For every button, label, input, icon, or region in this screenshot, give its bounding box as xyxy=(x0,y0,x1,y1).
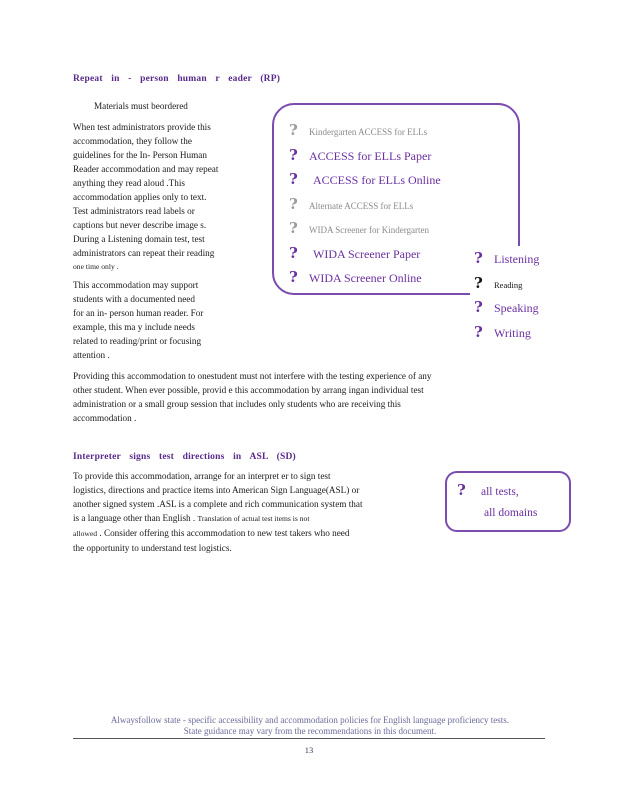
domain-item-speaking: ? Speaking xyxy=(470,295,580,320)
question-mark-bullet-icon: ? xyxy=(289,268,298,286)
question-mark-bullet-icon: ? xyxy=(289,121,298,139)
footer-line: Alwaysfollow state - specific accessibility and accommodation policies for English language proficiency tests. xyxy=(110,715,510,725)
all-domains-item: all domains xyxy=(484,507,538,519)
question-mark-bullet-icon: ? xyxy=(289,219,298,237)
paragraph-interpreter-description xyxy=(73,469,443,555)
text-line: captions but never describe image s. xyxy=(73,220,207,230)
text-line: logistics, directions and practice items into American Sign Language(ASL) or xyxy=(73,485,360,495)
text-line: Test administrators read labels or xyxy=(73,206,195,216)
question-mark-bullet-icon: ? xyxy=(474,249,483,267)
section-heading-interpreter-asl: Interpreter signs test directions in ASL (SD) xyxy=(73,452,296,462)
test-item-access-paper: ? ACCESS for ELLs Paper xyxy=(289,143,441,168)
question-mark-bullet-icon: ? xyxy=(474,322,483,341)
question-mark-bullet-icon: ? xyxy=(289,243,298,262)
paragraph-reader-description xyxy=(73,120,273,274)
domain-item-reading: ? Reading xyxy=(470,271,580,296)
test-item-screener-kindergarten: ? WIDA Screener for Kindergarten xyxy=(289,216,441,241)
question-mark-bullet-icon: ? xyxy=(474,298,483,316)
footer-line: State guidance may vary from the recommendations in this document. xyxy=(183,726,437,736)
question-mark-bullet-icon: ? xyxy=(457,481,466,499)
footer-disclaimer xyxy=(60,715,560,737)
question-mark-bullet-icon: ? xyxy=(289,170,298,188)
test-item-access-online: ? ACCESS for ELLs Online xyxy=(289,167,441,192)
test-item-alternate-access: ? Alternate ACCESS for ELLs xyxy=(289,192,441,217)
text-line: guidelines for the In- Person Human xyxy=(73,150,207,160)
paragraph-reader-support xyxy=(73,278,273,362)
text-line: accommodation, they follow the xyxy=(73,136,192,146)
text-line: allowed . Consider offering this accommodation to new test takers who need xyxy=(73,528,350,538)
text-line: example, this ma y include needs xyxy=(73,322,195,332)
paragraph-individual-administration xyxy=(73,369,533,425)
text-line: Reader accommodation and may repeat xyxy=(73,164,219,174)
text-line: another signed system .ASL is a complete and rich communication system that xyxy=(73,499,363,509)
page-number: 13 xyxy=(304,745,314,755)
text-line: administrators can repeat their reading xyxy=(73,248,215,258)
text-line: attention . xyxy=(73,350,110,360)
question-mark-bullet-icon: ? xyxy=(289,145,298,164)
text-line: This accommodation may support xyxy=(73,280,199,290)
text-line: Providing this accommodation to onestudent must not interfere with the testing experience of any xyxy=(73,371,432,381)
text-line: for an in- person human reader. For xyxy=(73,308,204,318)
domains-list xyxy=(470,246,580,346)
text-line: other student. When ever possible, provid e this accommodation by arrang ingan individual test xyxy=(73,385,424,395)
text-line: one time only . xyxy=(73,262,119,271)
text-line: During a Listening domain test, test xyxy=(73,234,205,244)
domain-item-listening: ? Listening xyxy=(470,246,580,271)
footer-divider xyxy=(73,738,545,739)
text-line: related to reading/print or focusing xyxy=(73,336,202,346)
text-line: When test administrators provide this xyxy=(73,122,211,132)
text-line: is a language other than English . Translation of actual test items is not xyxy=(73,513,310,523)
text-line: students with a documented need xyxy=(73,294,195,304)
section-heading-repeat-reader: Repeat in - person human r eader (RP) xyxy=(73,74,281,84)
text-line: administration or a small group session that includes only students who are receiving this xyxy=(73,399,401,409)
question-mark-bullet-icon: ? xyxy=(474,273,483,292)
text-line: anything they read aloud .This xyxy=(73,178,186,188)
test-item-kindergarten-access: ? Kindergarten ACCESS for ELLs xyxy=(289,118,441,143)
domain-item-writing: ? Writing xyxy=(470,320,580,345)
all-tests-list xyxy=(457,479,567,523)
text-line: To provide this accommodation, arrange for an interpret er to sign test xyxy=(73,471,331,481)
text-line: the opportunity to understand test logistics. xyxy=(73,543,232,553)
question-mark-bullet-icon: ? xyxy=(289,194,298,213)
materials-note: Materials must beordered xyxy=(94,101,188,111)
text-line: accommodation applies only to text. xyxy=(73,192,207,202)
all-tests-item: ? all tests, xyxy=(457,481,519,499)
test-item-screener-paper: ? WIDA Screener Paper xyxy=(289,241,441,266)
text-line: accommodation . xyxy=(73,413,137,423)
test-item-screener-online: ? WIDA Screener Online xyxy=(289,265,441,290)
tests-list xyxy=(289,118,441,290)
